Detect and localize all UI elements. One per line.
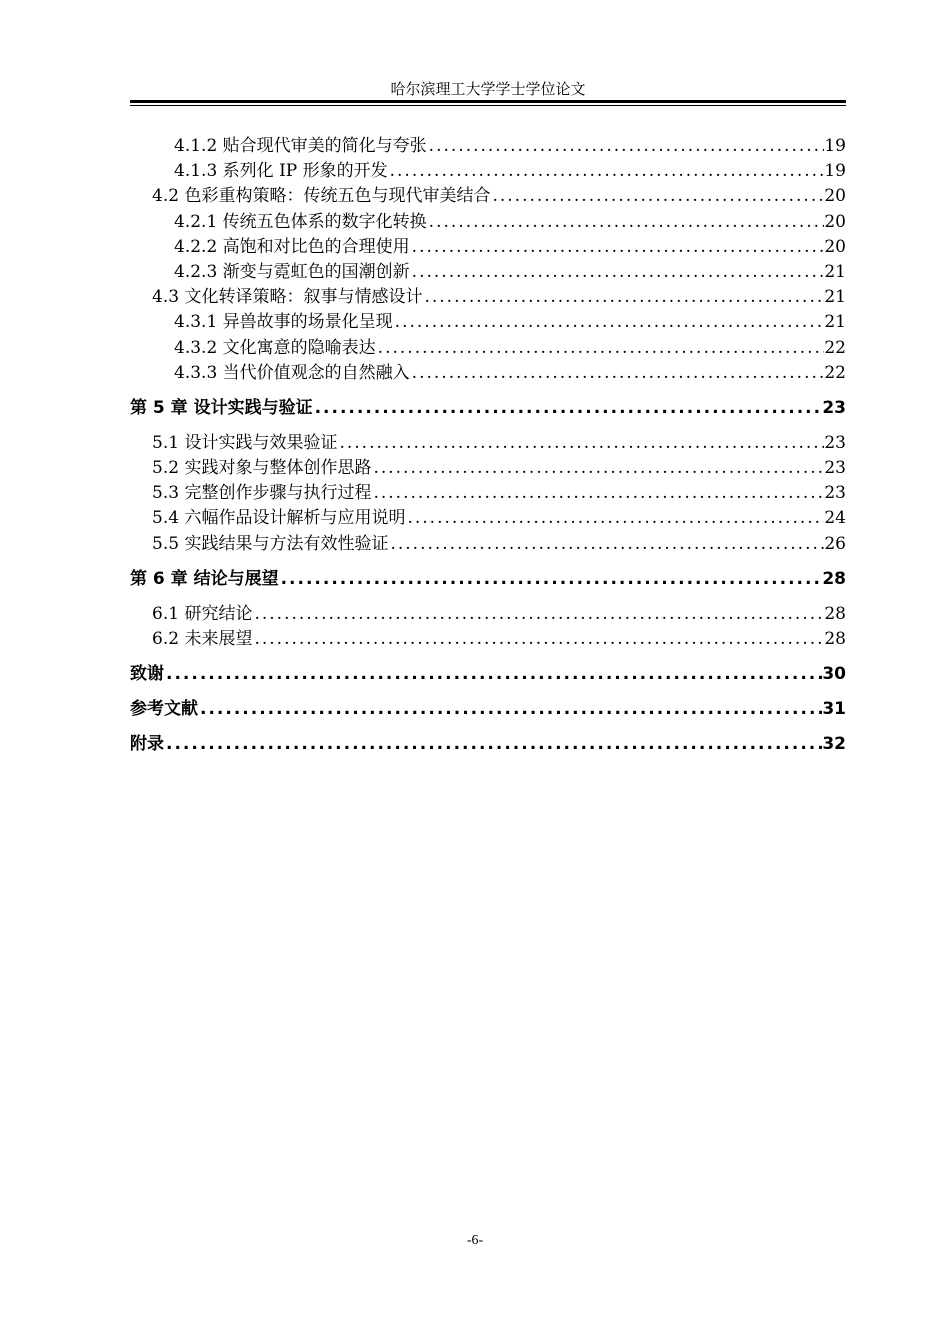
toc-entry[interactable] — [130, 729, 846, 754]
toc-leader-dots — [198, 699, 822, 719]
toc-entry-page: 28 — [822, 568, 846, 589]
toc-entry-title: 6.2 未来展望 — [152, 629, 253, 649]
toc-leader-dots — [410, 262, 825, 282]
toc-leader-dots — [490, 186, 824, 206]
toc-entry[interactable] — [130, 503, 846, 528]
toc-entry-title: 第 5 章 设计实践与验证 — [130, 397, 313, 418]
toc-entry-title: 参考文献 — [130, 699, 198, 720]
toc-entry-page: 20 — [824, 211, 846, 232]
toc-entry-title: 5.5 实践结果与方法有效性验证 — [152, 533, 389, 554]
toc-leader-dots — [164, 664, 822, 684]
running-header: 哈尔滨理工大学学士学位论文 — [390, 82, 586, 98]
toc-entry-page: 22 — [824, 362, 846, 383]
toc-leader-dots — [410, 237, 825, 257]
table-of-contents — [130, 131, 846, 764]
toc-entry[interactable] — [130, 599, 846, 624]
toc-leader-dots — [252, 604, 824, 624]
toc-leader-dots — [371, 483, 824, 503]
toc-entry[interactable] — [130, 358, 846, 383]
toc-leader-dots — [388, 534, 824, 554]
toc-leader-dots — [252, 629, 824, 649]
toc-entry-title: 第 6 章 结论与展望 — [130, 568, 279, 589]
toc-entry-page: 31 — [822, 699, 846, 720]
toc-entry[interactable] — [130, 659, 846, 684]
toc-entry-page: 20 — [824, 186, 846, 207]
toc-entry-title: 致谢 — [130, 664, 164, 685]
toc-entry-title: 4.2 色彩重构策略：传统五色与现代审美结合 — [152, 186, 491, 207]
toc-entry-title: 4.3.1 异兽故事的场景化呈现 — [174, 312, 393, 333]
toc-entry-page: 32 — [822, 734, 846, 755]
toc-entry-page: 23 — [824, 483, 846, 504]
toc-leader-dots — [313, 398, 823, 418]
toc-entry[interactable] — [130, 257, 846, 282]
toc-leader-dots — [388, 161, 825, 181]
toc-entry-page: 23 — [822, 397, 846, 418]
toc-entry-title: 4.1.2 贴合现代审美的简化与夸张 — [174, 136, 427, 156]
toc-entry[interactable] — [130, 428, 846, 453]
toc-entry-title: 4.3 文化转译策略：叙事与情感设计 — [152, 287, 423, 308]
toc-leader-dots — [376, 338, 825, 358]
toc-entry-title: 4.2.2 高饱和对比色的合理使用 — [174, 236, 410, 257]
toc-entry-page: 22 — [824, 337, 846, 358]
toc-entry-page: 24 — [824, 508, 846, 529]
toc-entry-page: 23 — [824, 432, 846, 453]
toc-entry-title: 4.2.3 渐变与霓虹色的国潮创新 — [174, 261, 410, 282]
toc-entry[interactable] — [130, 478, 846, 503]
toc-entry[interactable] — [130, 156, 846, 181]
toc-entry-title: 5.2 实践对象与整体创作思路 — [152, 458, 372, 479]
toc-entry[interactable] — [130, 282, 846, 307]
toc-entry-title: 附录 — [130, 734, 164, 755]
toc-entry[interactable] — [130, 131, 846, 156]
toc-entry-title: 4.1.3 系列化 IP 形象的开发 — [174, 161, 388, 182]
toc-entry-page: 21 — [824, 261, 846, 282]
toc-entry-page: 20 — [824, 236, 846, 257]
toc-leader-dots — [371, 458, 824, 478]
toc-entry-page: 23 — [824, 458, 846, 479]
toc-entry[interactable] — [130, 333, 846, 358]
toc-entry-title: 6.1 研究结论 — [152, 603, 253, 624]
toc-entry-page: 19 — [824, 161, 846, 182]
toc-entry[interactable] — [130, 564, 846, 589]
toc-entry-title: 4.3.3 当代价值观念的自然融入 — [174, 362, 410, 383]
toc-entry-title: 5.3 完整创作步骤与执行过程 — [152, 483, 372, 504]
toc-leader-dots — [164, 734, 822, 754]
toc-entry[interactable] — [130, 307, 846, 332]
page-number: -6- — [466, 1233, 484, 1248]
toc-entry[interactable] — [130, 529, 846, 554]
header-rule-thin — [130, 105, 846, 106]
toc-leader-dots — [427, 212, 825, 232]
toc-entry-title: 4.3.2 文化寓意的隐喻表达 — [174, 337, 376, 358]
toc-entry[interactable] — [130, 232, 846, 257]
toc-leader-dots — [410, 363, 825, 383]
toc-entry[interactable] — [130, 181, 846, 206]
toc-entry-page: 30 — [822, 664, 846, 685]
toc-entry[interactable] — [130, 453, 846, 478]
toc-entry-page: 26 — [824, 533, 846, 554]
header-rule-thick — [130, 100, 846, 103]
toc-entry-page: 21 — [824, 312, 846, 333]
toc-leader-dots — [422, 287, 824, 307]
toc-entry[interactable] — [130, 694, 846, 719]
toc-leader-dots — [337, 433, 824, 453]
toc-entry-title: 4.2.1 传统五色体系的数字化转换 — [174, 211, 427, 232]
toc-entry-page: 28 — [824, 603, 846, 624]
toc-leader-dots — [427, 136, 825, 156]
toc-entry-page: 21 — [824, 287, 846, 308]
toc-entry-page: 28 — [824, 629, 846, 649]
toc-entry[interactable] — [130, 624, 846, 649]
toc-leader-dots — [279, 569, 823, 589]
toc-leader-dots — [393, 312, 825, 332]
toc-entry[interactable] — [130, 393, 846, 418]
toc-entry-page: 19 — [824, 136, 846, 156]
toc-entry[interactable] — [130, 207, 846, 232]
toc-entry-title: 5.1 设计实践与效果验证 — [152, 432, 338, 453]
toc-entry-title: 5.4 六幅作品设计解析与应用说明 — [152, 508, 406, 529]
toc-leader-dots — [405, 508, 824, 528]
